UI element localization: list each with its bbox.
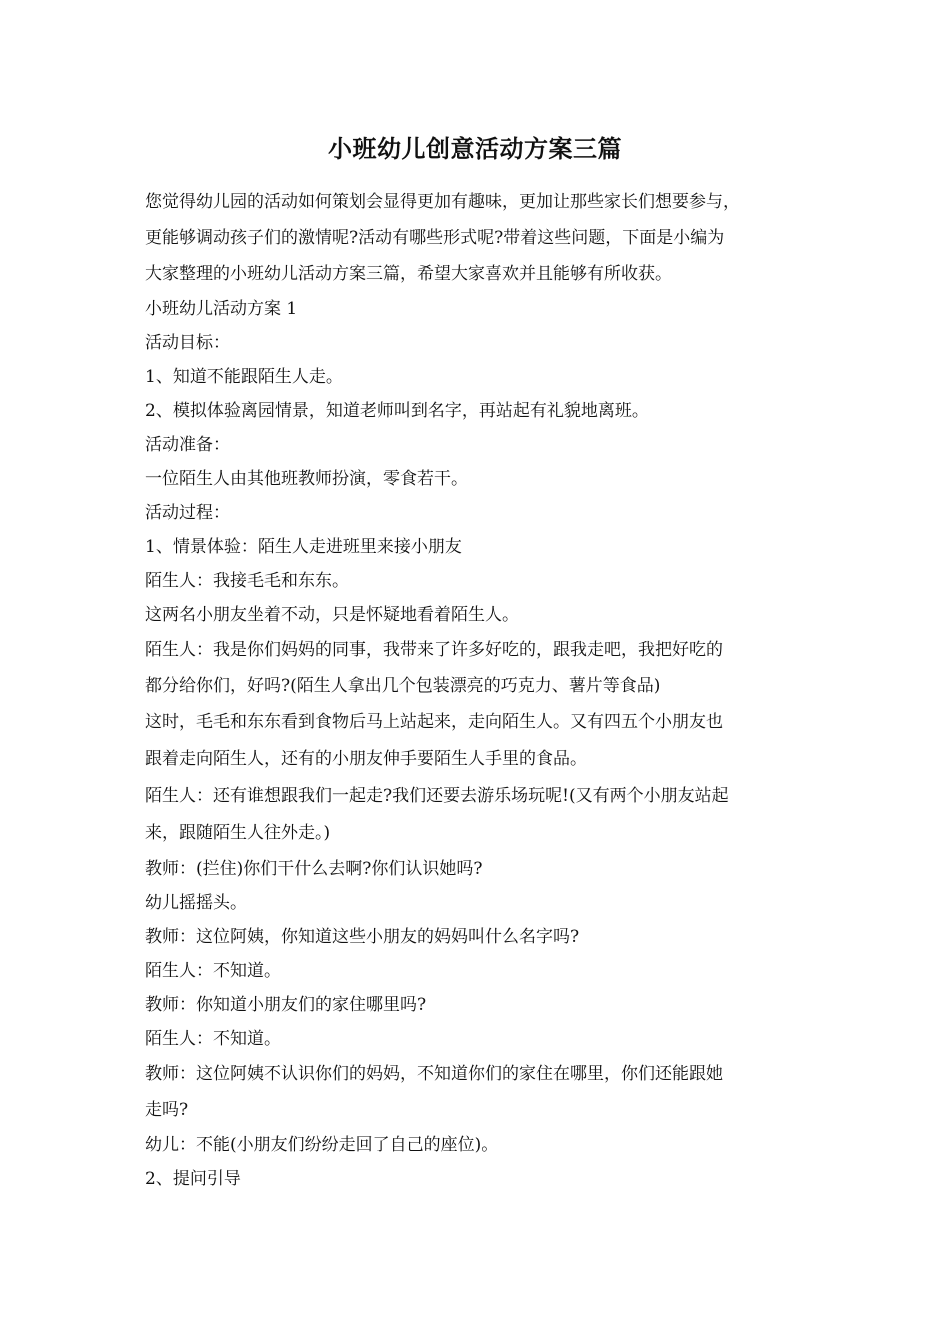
paragraph-line: 活动目标： [145,333,230,353]
paragraph-line: 陌生人：不知道。 [145,1029,281,1049]
paragraph-line: 跟着走向陌生人，还有的小朋友伸手要陌生人手里的食品。 [145,749,587,769]
section-heading: 小班幼儿活动方案 1 [145,299,298,319]
document-body [145,184,825,1196]
paragraph-line: 教师：你知道小朋友们的家住哪里吗? [145,995,427,1015]
paragraph-line: 教师：这位阿姨不认识你们的妈妈，不知道你们的家住在哪里，你们还能跟她 [145,1064,723,1084]
paragraph-line: 2、提问引导 [145,1169,241,1189]
paragraph-line: 大家整理的小班幼儿活动方案三篇，希望大家喜欢并且能够有所收获。 [145,264,672,284]
paragraph-line: 2、模拟体验离园情景，知道老师叫到名字，再站起有礼貌地离班。 [145,401,649,421]
paragraph-line: 这时，毛毛和东东看到食物后马上站起来，走向陌生人。又有四五个小朋友也 [145,712,723,732]
paragraph-line: 1、知道不能跟陌生人走。 [145,367,343,387]
paragraph-line: 活动准备： [145,435,230,455]
paragraph-line: 更能够调动孩子们的激情呢?活动有哪些形式呢?带着这些问题，下面是小编为 [145,228,725,248]
paragraph-line: 陌生人：我是你们妈妈的同事，我带来了许多好吃的，跟我走吧，我把好吃的 [145,640,723,660]
paragraph-line: 陌生人：还有谁想跟我们一起走?我们还要去游乐场玩呢!(又有两个小朋友站起 [145,786,729,806]
paragraph-line: 这两名小朋友坐着不动，只是怀疑地看着陌生人。 [145,605,519,625]
paragraph-line: 一位陌生人由其他班教师扮演，零食若干。 [145,469,468,489]
paragraph-line: 幼儿：不能(小朋友们纷纷走回了自己的座位)。 [145,1135,499,1155]
document-title: 小班幼儿创意活动方案三篇 [328,134,622,163]
paragraph-line: 来，跟随陌生人往外走。) [145,823,331,843]
paragraph-line: 走吗? [145,1100,189,1120]
paragraph-line: 陌生人：我接毛毛和东东。 [145,571,349,591]
paragraph-line: 都分给你们，好吗?(陌生人拿出几个包装漂亮的巧克力、薯片等食品) [145,676,661,696]
paragraph-line: 教师：(拦住)你们干什么去啊?你们认识她吗? [145,859,483,879]
paragraph-line: 1、情景体验：陌生人走进班里来接小朋友 [145,537,462,557]
paragraph-line: 活动过程： [145,503,230,523]
paragraph-line: 教师：这位阿姨，你知道这些小朋友的妈妈叫什么名字吗? [145,927,580,947]
paragraph-line: 幼儿摇摇头。 [145,893,247,913]
paragraph-line: 陌生人：不知道。 [145,961,281,981]
paragraph-line: 您觉得幼儿园的活动如何策划会显得更加有趣味，更加让那些家长们想要参与， [145,192,740,212]
